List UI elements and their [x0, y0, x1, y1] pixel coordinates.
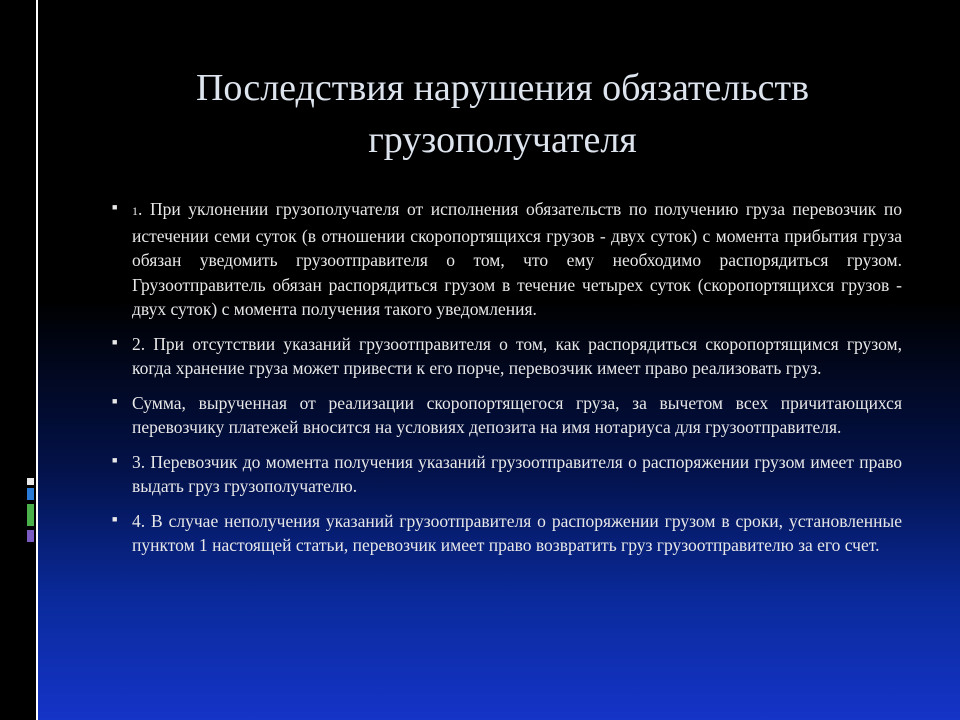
list-item [112, 509, 902, 558]
list-item [112, 332, 902, 381]
list-item [112, 450, 902, 499]
square-bullet-icon: ■ [112, 202, 118, 212]
decor-stripe [27, 530, 34, 542]
square-bullet-icon: ■ [112, 395, 118, 406]
left-vertical-line [36, 0, 38, 720]
square-bullet-icon: ■ [112, 513, 118, 524]
decor-stripe [27, 478, 34, 485]
bullet-list [112, 197, 902, 568]
title-line-1: Последствия нарушения обязательств [195, 67, 810, 109]
item-text: 4. В случае неполучения указаний грузоотправителя о распоряжении грузом в сроки, установленные пунктом 1 настоящей статьи, перевозчик имеет право возвратить груз грузоотправителю за его счет. [132, 510, 902, 555]
list-item [112, 197, 902, 322]
left-decor-strip [0, 0, 37, 720]
decor-stripe [27, 504, 34, 526]
item-text: Сумма, вырученная от реализации скоропортящегося груза, за вычетом всех причитающихся перевозчику платежей вносится на условиях депозита на имя нотариуса для грузоотправителя. [132, 392, 902, 437]
title-line-2: грузополучателя [368, 119, 637, 161]
item-text: 3. Перевозчик до момента получения указаний грузоотправителя о распоряжении грузом имеет право выдать груз грузополучателю. [132, 451, 902, 496]
item-text: 2. При отсутствии указаний грузоотправителя о том, как распорядиться скоропортящимся грузом, когда хранение груза может привести к его порче, перевозчик имеет право реализовать груз. [132, 333, 902, 378]
square-bullet-icon: ■ [112, 454, 118, 465]
decor-stripe [27, 488, 34, 500]
item-text: . При уклонении грузополучателя от исполнения обязательств по получению груза перевозчик по истечении семи суток (в отношении скоропортящихся грузов - двух суток) с момента прибытия груза обязан уведомить грузоотправителя о том, что ему необходимо распорядиться грузом. Грузоотправитель обязан распорядиться грузом в течение четырех суток (скоропортящихся грузов - двух суток) с момента получения такого уведомления. [132, 199, 902, 319]
list-item [112, 391, 902, 440]
slide-title [100, 62, 905, 166]
item-number: 1 [132, 204, 138, 218]
square-bullet-icon: ■ [112, 336, 118, 347]
